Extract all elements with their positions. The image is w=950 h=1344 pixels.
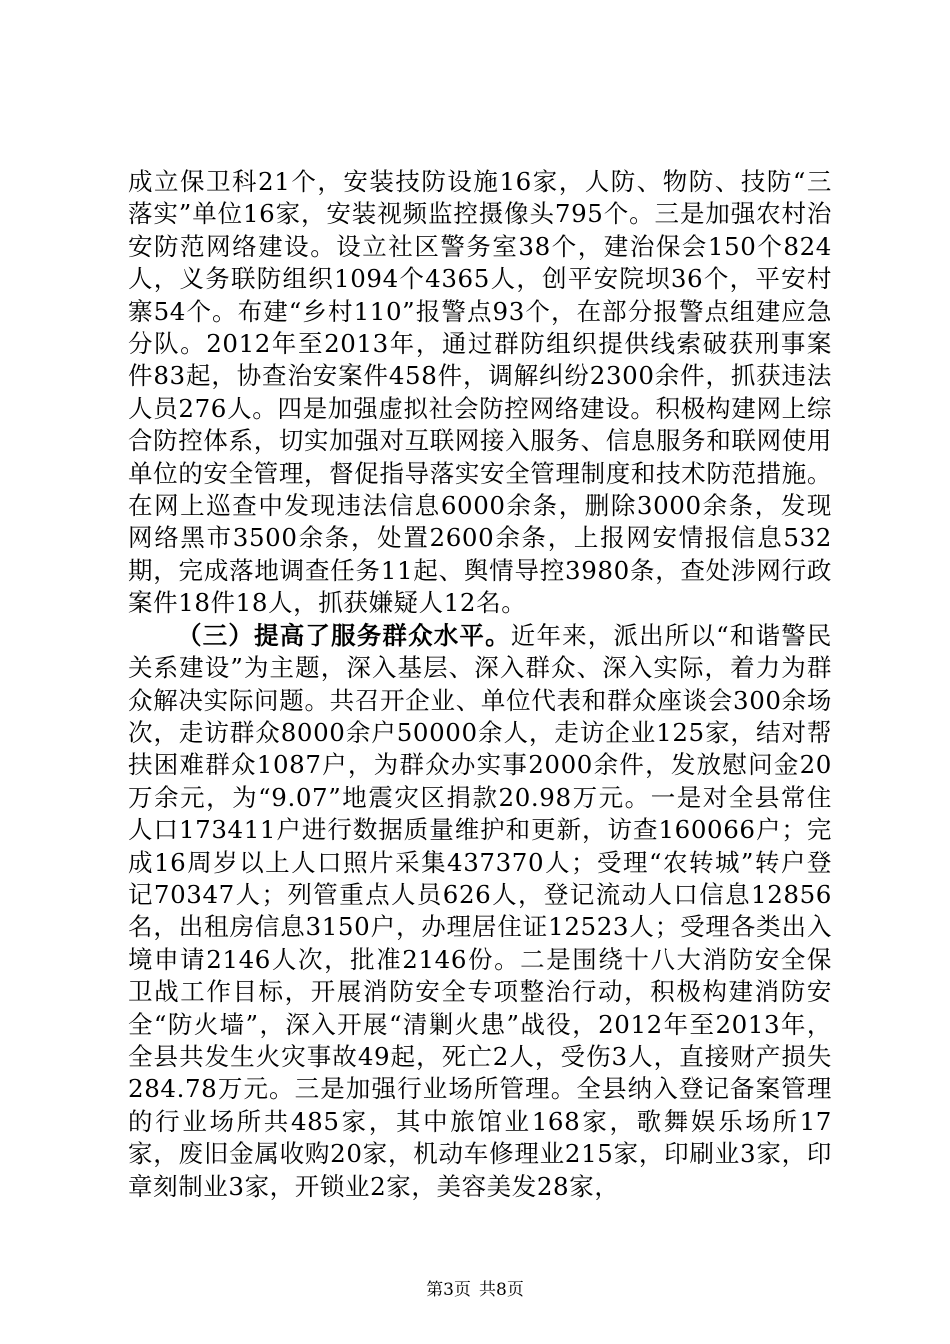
page-number-current: 第3页 — [426, 1280, 471, 1300]
paragraph-section-3 — [128, 620, 832, 1203]
section-3-body: 近年来，派出所以“和谐警民关系建设”为主题，深入基层、深入群众、深入实际，着力为群众解决实际问题。共召开企业、单位代表和群众座谈会300余场次，走访群众8000余户50000余人，走访企业125家，结对帮扶困难群众1087户，为群众办实事2000余件，发放慰问金20万余元，为“9.07”地震灾区捐款20.98万元。一是对全县常住人口173411户进行数据质量维护和更新，访查160066户；完成16周岁以上人口照片采集437370人；受理“农转城”转户登记70347人；列管重点人员626人，登记流动人口信息12856名，出租房信息3150户，办理居住证12523人；受理各类出入境申请2146人次，批准2146份。二是围绕十八大消防安全保卫战工作目标，开展消防安全专项整治行动，积极构建消防安全“防火墙”，深入开展“清剿火患”战役，2012年至2013年，全县共发生火灾事故49起，死亡2人，受伤3人，直接财产损失284.78万元。三是加强行业场所管理。全县纳入登记备案管理的行业场所共485家，其中旅馆业168家，歌舞娱乐场所17家，废旧金属收购20家，机动车修理业215家，印刷业3家，印章刻制业3家，开锁业2家，美容美发28家， — [128, 620, 832, 1201]
paragraph-continued: 成立保卫科21个，安装技防设施16家，人防、物防、技防“三落实”单位16家，安装视频监控摄像头795个。三是加强农村治安防范网络建设。设立社区警务室38个，建治保会150个824人，义务联防组织1094个4365人，创平安院坝36个，平安村寨54个。布建“乡村110”报警点93个，在部分报警点组建应急分队。2012年至2013年，通过群防组织提供线索破获刑事案件83起，协查治安案件458件，调解纠纷2300余件，抓获违法人员276人。四是加强虚拟社会防控网络建设。积极构建网上综合防控体系，切实加强对互联网接入服务、信息服务和联网使用单位的安全管理，督促指导落实安全管理制度和技术防范措施。在网上巡查中发现违法信息6000余条，删除3000余条，发现网络黑市3500余条，处置2600余条，上报网安情报信息532期，完成落地调查任务11起、舆情导控3980条，查处涉网行政案件18件18人，抓获嫌疑人12名。 — [128, 167, 832, 618]
page-footer — [0, 1280, 950, 1300]
body-text — [128, 166, 832, 1203]
section-3-heading: （三）提高了服务群众水平。 — [177, 620, 511, 650]
page-number-total: 共8页 — [479, 1280, 524, 1300]
